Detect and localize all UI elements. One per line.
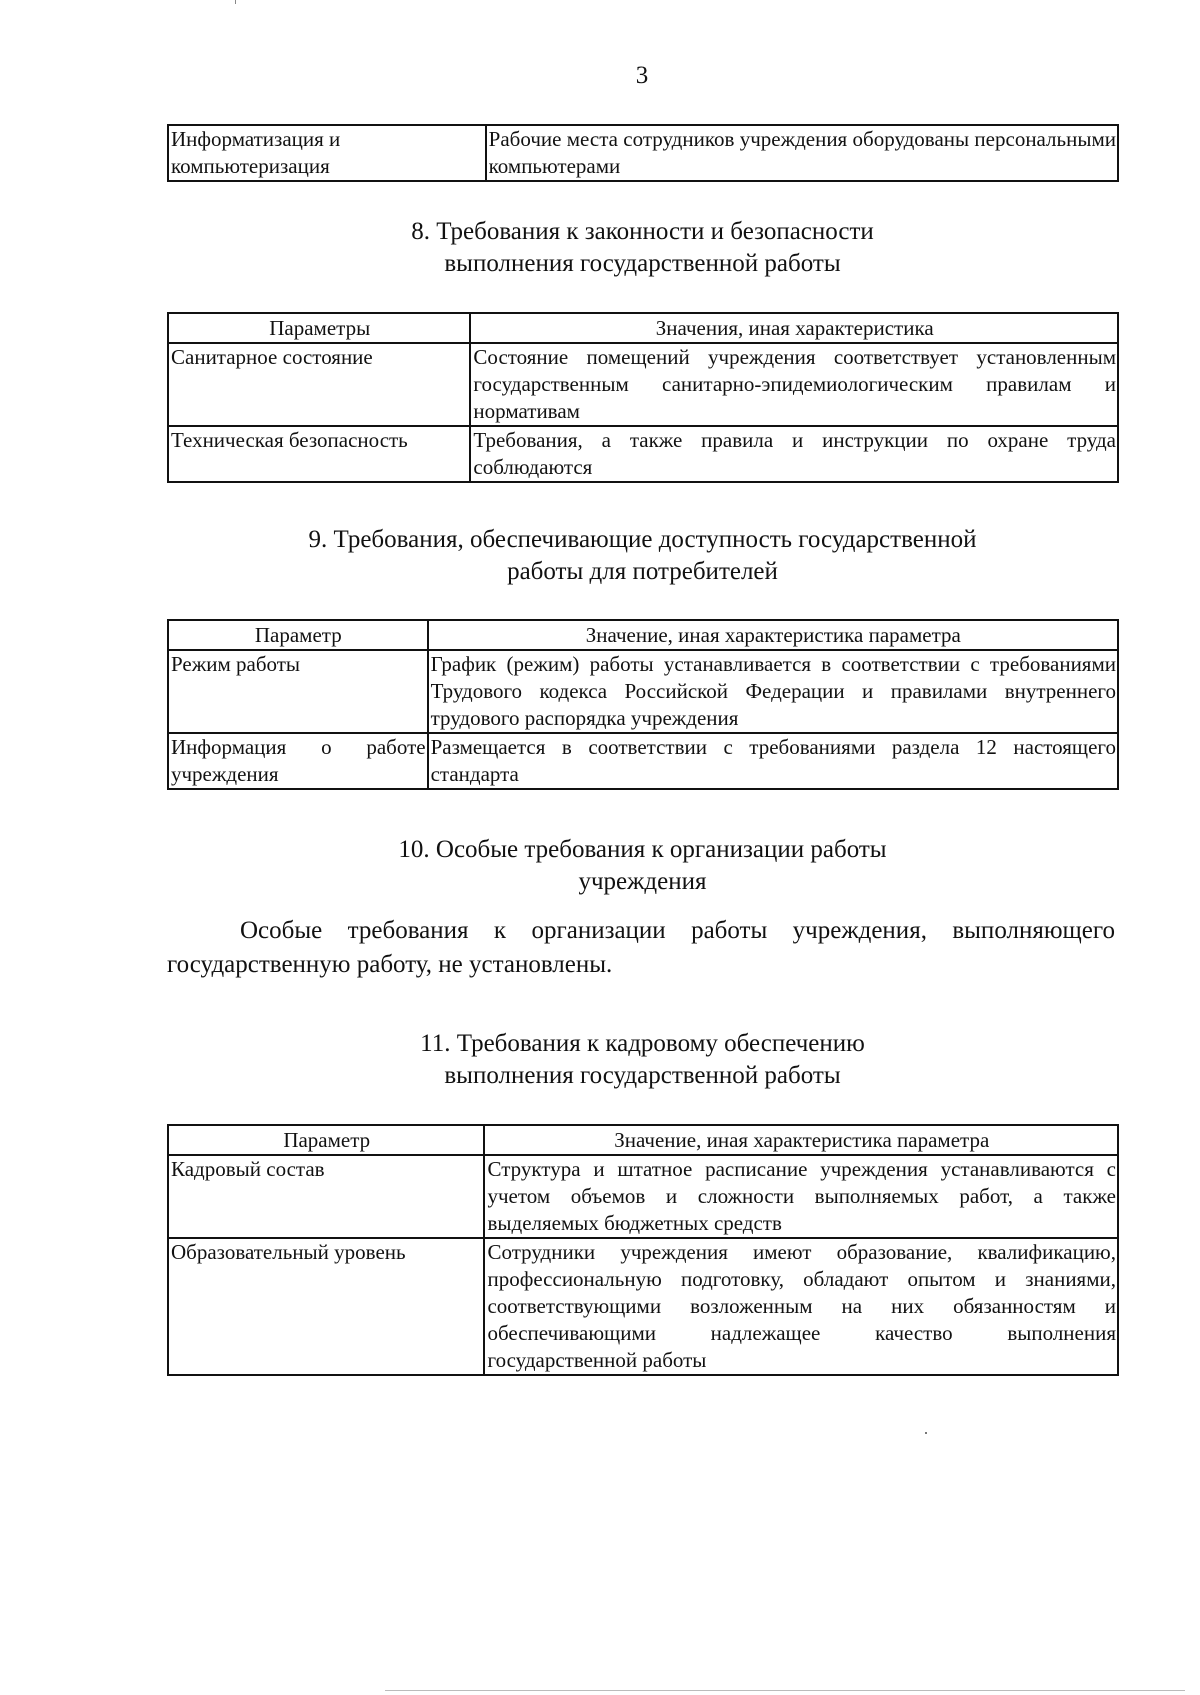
column-header-value: Значение, иная характеристика параметра — [484, 1125, 1118, 1155]
heading-line: выполнения государственной работы — [444, 1062, 841, 1089]
heading-line: 11. Требования к кадровому обеспечению — [420, 1030, 865, 1057]
page-number: 3 — [635, 62, 649, 89]
column-header-value: Значение, иная характеристика параметра — [428, 620, 1118, 650]
param-cell: Образовательный уровень — [168, 1238, 484, 1375]
heading-line: выполнения государственной работы — [444, 250, 841, 277]
value-cell: Структура и штатное расписание учреждения устанавливаются с учетом объемов и сложности выполняемых работ, а также выделяемых бюджетных средств — [484, 1155, 1118, 1238]
table-row — [168, 125, 1118, 181]
section-8-heading — [165, 216, 1120, 280]
param-cell: Информатизация и компьютеризация — [168, 125, 486, 181]
section-11-heading — [165, 1028, 1120, 1092]
table-header-row — [168, 620, 1118, 650]
value-cell: График (режим) работы устанавливается в соответствии с требованиями Трудового кодекса Российской Федерации и правилами внутреннего трудового распорядка учреждения — [428, 650, 1118, 733]
column-header-param: Параметры — [168, 313, 470, 343]
section-10-heading — [165, 834, 1120, 898]
column-header-value: Значения, иная характеристика — [470, 313, 1118, 343]
table-header-row — [168, 1125, 1118, 1155]
table-informatization — [167, 124, 1119, 182]
value-cell: Рабочие места сотрудников учреждения оборудованы персональными компьютерами — [486, 125, 1118, 181]
column-header-param: Параметр — [168, 1125, 484, 1155]
column-header-param: Параметр — [168, 620, 428, 650]
value-cell: Состояние помещений учреждения соответствует установленным государственным санитарно-эпидемиологическим правилам и нормативам — [470, 343, 1118, 426]
heading-line: 10. Особые требования к организации работы — [398, 836, 887, 863]
heading-line: 8. Требования к законности и безопасности — [411, 218, 874, 245]
value-cell: Требования, а также правила и инструкции по охране труда соблюдаются — [470, 426, 1118, 482]
table-row — [168, 426, 1118, 482]
param-cell: Санитарное состояние — [168, 343, 470, 426]
table-row — [168, 1155, 1118, 1238]
heading-line: 9. Требования, обеспечивающие доступность государственной — [308, 526, 977, 553]
scan-artifact-dot — [925, 1432, 927, 1434]
table-accessibility — [167, 619, 1119, 790]
value-cell: Размещается в соответствии с требованиями раздела 12 настоящего стандарта — [428, 733, 1118, 789]
value-cell: Сотрудники учреждения имеют образование, квалификацию, профессиональную подготовку, обладают опытом и знаниями, соответствующими возложенным на них обязанностям и обеспечивающими надлежащее качество выполнения государственной работы — [484, 1238, 1118, 1375]
scan-artifact-top — [235, 0, 236, 4]
table-header-row — [168, 313, 1118, 343]
param-cell: Кадровый состав — [168, 1155, 484, 1238]
heading-line: учреждения — [578, 868, 707, 895]
scan-artifact-bottom — [385, 1690, 1185, 1691]
param-cell: Техническая безопасность — [168, 426, 470, 482]
section-9-heading — [165, 524, 1120, 588]
table-legality-safety — [167, 312, 1119, 483]
table-staffing — [167, 1124, 1119, 1376]
param-cell: Информация о работе учреждения — [168, 733, 428, 789]
table-row — [168, 733, 1118, 789]
heading-line: работы для потребителей — [507, 558, 778, 585]
table-row — [168, 343, 1118, 426]
table-row — [168, 1238, 1118, 1375]
param-cell: Режим работы — [168, 650, 428, 733]
section-10-paragraph: Особые требования к организации работы учреждения, выполняющего государственную работу, не установлены. — [167, 917, 1115, 978]
table-row — [168, 650, 1118, 733]
